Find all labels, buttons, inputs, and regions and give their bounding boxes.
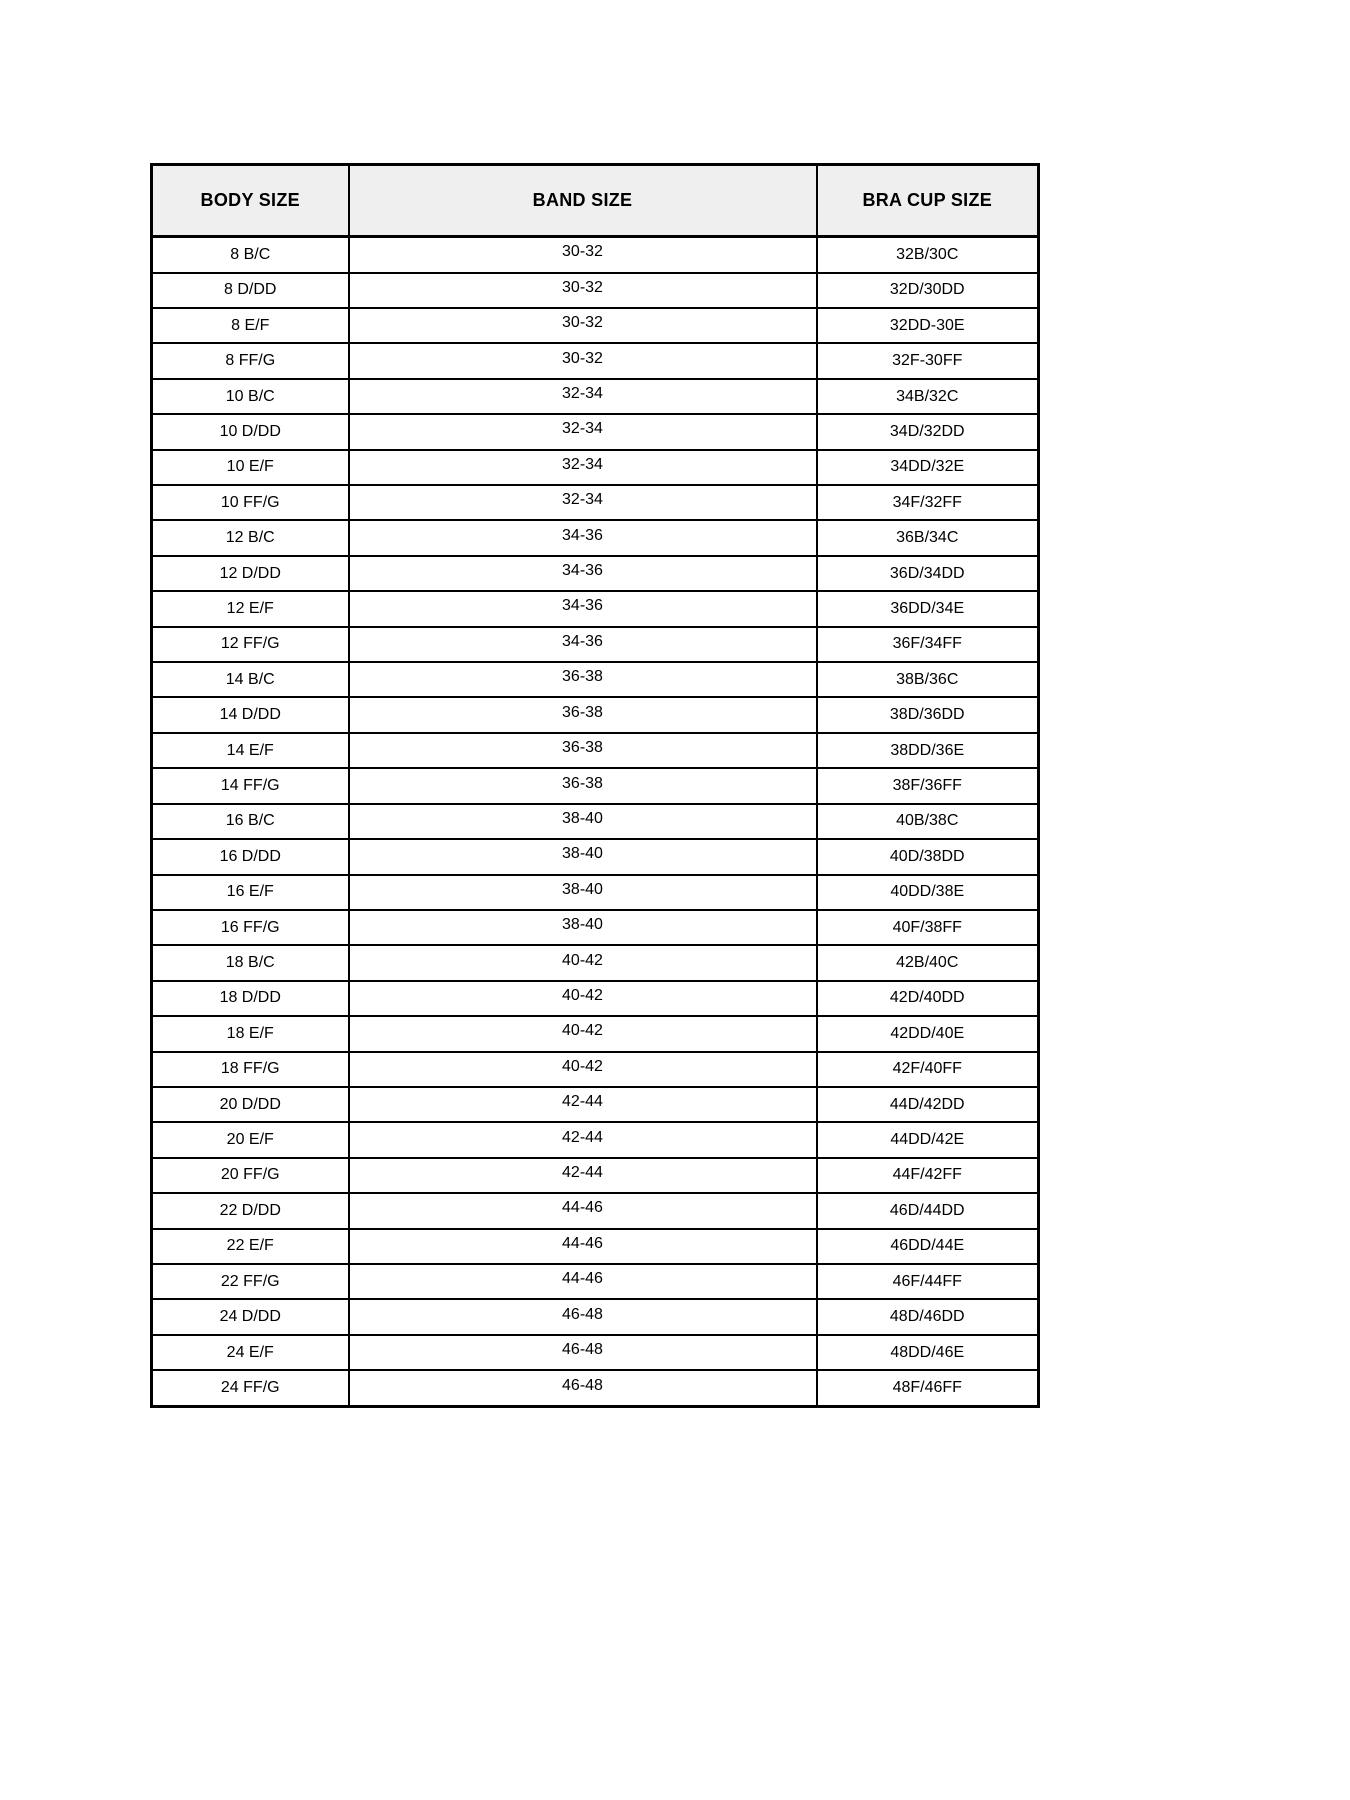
body-size-cell: 10 B/C bbox=[152, 379, 349, 414]
cup-size-cell: 46D/44DD bbox=[817, 1193, 1039, 1228]
cup-size-cell: 46F/44FF bbox=[817, 1264, 1039, 1299]
band-size-cell: 36-38 bbox=[349, 697, 817, 732]
header-body-size: BODY SIZE bbox=[152, 165, 349, 237]
band-size-cell: 40-42 bbox=[349, 1052, 817, 1087]
band-size-cell: 38-40 bbox=[349, 839, 817, 874]
body-size-cell: 16 E/F bbox=[152, 875, 349, 910]
body-size-cell: 22 FF/G bbox=[152, 1264, 349, 1299]
table-row bbox=[152, 804, 1039, 839]
body-size-cell: 12 D/DD bbox=[152, 556, 349, 591]
table-row bbox=[152, 414, 1039, 449]
table-header bbox=[152, 165, 1039, 237]
bra-size-table bbox=[150, 163, 1040, 1408]
body-size-cell: 10 D/DD bbox=[152, 414, 349, 449]
band-size-cell: 32-34 bbox=[349, 379, 817, 414]
body-size-cell: 22 D/DD bbox=[152, 1193, 349, 1228]
cup-size-cell: 36F/34FF bbox=[817, 627, 1039, 662]
body-size-cell: 24 E/F bbox=[152, 1335, 349, 1370]
body-size-cell: 10 E/F bbox=[152, 450, 349, 485]
table-row bbox=[152, 343, 1039, 378]
body-size-cell: 18 FF/G bbox=[152, 1052, 349, 1087]
cup-size-cell: 42DD/40E bbox=[817, 1016, 1039, 1051]
band-size-cell: 32-34 bbox=[349, 414, 817, 449]
table-row bbox=[152, 1299, 1039, 1334]
body-size-cell: 18 D/DD bbox=[152, 981, 349, 1016]
cup-size-cell: 44DD/42E bbox=[817, 1122, 1039, 1157]
table-row bbox=[152, 1335, 1039, 1370]
table-row bbox=[152, 1264, 1039, 1299]
cup-size-cell: 40F/38FF bbox=[817, 910, 1039, 945]
band-size-cell: 46-48 bbox=[349, 1370, 817, 1406]
band-size-cell: 34-36 bbox=[349, 591, 817, 626]
body-size-cell: 8 B/C bbox=[152, 237, 349, 273]
band-size-cell: 46-48 bbox=[349, 1299, 817, 1334]
body-size-cell: 8 FF/G bbox=[152, 343, 349, 378]
cup-size-cell: 48D/46DD bbox=[817, 1299, 1039, 1334]
body-size-cell: 20 D/DD bbox=[152, 1087, 349, 1122]
band-size-cell: 36-38 bbox=[349, 733, 817, 768]
band-size-cell: 38-40 bbox=[349, 875, 817, 910]
body-size-cell: 14 FF/G bbox=[152, 768, 349, 803]
band-size-cell: 40-42 bbox=[349, 945, 817, 980]
table-row bbox=[152, 556, 1039, 591]
cup-size-cell: 46DD/44E bbox=[817, 1229, 1039, 1264]
table-row bbox=[152, 981, 1039, 1016]
cup-size-cell: 48F/46FF bbox=[817, 1370, 1039, 1406]
cup-size-cell: 36D/34DD bbox=[817, 556, 1039, 591]
cup-size-cell: 38B/36C bbox=[817, 662, 1039, 697]
table-row bbox=[152, 591, 1039, 626]
body-size-cell: 18 B/C bbox=[152, 945, 349, 980]
band-size-cell: 42-44 bbox=[349, 1122, 817, 1157]
body-size-cell: 16 B/C bbox=[152, 804, 349, 839]
table-row bbox=[152, 520, 1039, 555]
cup-size-cell: 40B/38C bbox=[817, 804, 1039, 839]
cup-size-cell: 32DD-30E bbox=[817, 308, 1039, 343]
header-row bbox=[152, 165, 1039, 237]
table-row bbox=[152, 662, 1039, 697]
band-size-cell: 38-40 bbox=[349, 804, 817, 839]
cup-size-cell: 32B/30C bbox=[817, 237, 1039, 273]
table-row bbox=[152, 1016, 1039, 1051]
body-size-cell: 14 E/F bbox=[152, 733, 349, 768]
body-size-cell: 12 FF/G bbox=[152, 627, 349, 662]
band-size-cell: 30-32 bbox=[349, 237, 817, 273]
cup-size-cell: 34D/32DD bbox=[817, 414, 1039, 449]
band-size-cell: 44-46 bbox=[349, 1264, 817, 1299]
band-size-cell: 38-40 bbox=[349, 910, 817, 945]
band-size-cell: 40-42 bbox=[349, 981, 817, 1016]
band-size-cell: 40-42 bbox=[349, 1016, 817, 1051]
table-row bbox=[152, 945, 1039, 980]
body-size-cell: 16 D/DD bbox=[152, 839, 349, 874]
body-size-cell: 10 FF/G bbox=[152, 485, 349, 520]
table-row bbox=[152, 1052, 1039, 1087]
body-size-cell: 14 D/DD bbox=[152, 697, 349, 732]
body-size-cell: 18 E/F bbox=[152, 1016, 349, 1051]
cup-size-cell: 36DD/34E bbox=[817, 591, 1039, 626]
table-row bbox=[152, 1370, 1039, 1406]
cup-size-cell: 44F/42FF bbox=[817, 1158, 1039, 1193]
table-row bbox=[152, 308, 1039, 343]
body-size-cell: 14 B/C bbox=[152, 662, 349, 697]
table-row bbox=[152, 1087, 1039, 1122]
band-size-cell: 44-46 bbox=[349, 1229, 817, 1264]
band-size-cell: 42-44 bbox=[349, 1087, 817, 1122]
cup-size-cell: 32D/30DD bbox=[817, 273, 1039, 308]
cup-size-cell: 36B/34C bbox=[817, 520, 1039, 555]
cup-size-cell: 48DD/46E bbox=[817, 1335, 1039, 1370]
cup-size-cell: 34DD/32E bbox=[817, 450, 1039, 485]
table-row bbox=[152, 379, 1039, 414]
body-size-cell: 22 E/F bbox=[152, 1229, 349, 1264]
table-row bbox=[152, 733, 1039, 768]
band-size-cell: 42-44 bbox=[349, 1158, 817, 1193]
table-row bbox=[152, 1229, 1039, 1264]
cup-size-cell: 38D/36DD bbox=[817, 697, 1039, 732]
band-size-cell: 30-32 bbox=[349, 343, 817, 378]
table-row bbox=[152, 1193, 1039, 1228]
band-size-cell: 34-36 bbox=[349, 627, 817, 662]
table-row bbox=[152, 875, 1039, 910]
body-size-cell: 12 E/F bbox=[152, 591, 349, 626]
cup-size-cell: 38DD/36E bbox=[817, 733, 1039, 768]
table-row bbox=[152, 910, 1039, 945]
band-size-cell: 36-38 bbox=[349, 662, 817, 697]
cup-size-cell: 34B/32C bbox=[817, 379, 1039, 414]
band-size-cell: 32-34 bbox=[349, 485, 817, 520]
body-size-cell: 24 D/DD bbox=[152, 1299, 349, 1334]
cup-size-cell: 34F/32FF bbox=[817, 485, 1039, 520]
cup-size-cell: 44D/42DD bbox=[817, 1087, 1039, 1122]
cup-size-cell: 42D/40DD bbox=[817, 981, 1039, 1016]
body-size-cell: 20 E/F bbox=[152, 1122, 349, 1157]
band-size-cell: 36-38 bbox=[349, 768, 817, 803]
table-row bbox=[152, 485, 1039, 520]
cup-size-cell: 42F/40FF bbox=[817, 1052, 1039, 1087]
cup-size-cell: 40DD/38E bbox=[817, 875, 1039, 910]
header-band-size: BAND SIZE bbox=[349, 165, 817, 237]
table-row bbox=[152, 768, 1039, 803]
cup-size-cell: 32F-30FF bbox=[817, 343, 1039, 378]
table-row bbox=[152, 273, 1039, 308]
body-size-cell: 12 B/C bbox=[152, 520, 349, 555]
cup-size-cell: 38F/36FF bbox=[817, 768, 1039, 803]
cup-size-cell: 40D/38DD bbox=[817, 839, 1039, 874]
table-row bbox=[152, 697, 1039, 732]
table-row bbox=[152, 450, 1039, 485]
table-row bbox=[152, 627, 1039, 662]
cup-size-cell: 42B/40C bbox=[817, 945, 1039, 980]
band-size-cell: 30-32 bbox=[349, 308, 817, 343]
band-size-cell: 46-48 bbox=[349, 1335, 817, 1370]
body-size-cell: 20 FF/G bbox=[152, 1158, 349, 1193]
table-row bbox=[152, 1158, 1039, 1193]
band-size-cell: 44-46 bbox=[349, 1193, 817, 1228]
band-size-cell: 32-34 bbox=[349, 450, 817, 485]
table-row bbox=[152, 1122, 1039, 1157]
table-body bbox=[152, 237, 1039, 1407]
body-size-cell: 8 E/F bbox=[152, 308, 349, 343]
band-size-cell: 30-32 bbox=[349, 273, 817, 308]
header-bra-cup-size: BRA CUP SIZE bbox=[817, 165, 1039, 237]
body-size-cell: 8 D/DD bbox=[152, 273, 349, 308]
table-row bbox=[152, 839, 1039, 874]
table-row bbox=[152, 237, 1039, 273]
band-size-cell: 34-36 bbox=[349, 556, 817, 591]
band-size-cell: 34-36 bbox=[349, 520, 817, 555]
body-size-cell: 24 FF/G bbox=[152, 1370, 349, 1406]
body-size-cell: 16 FF/G bbox=[152, 910, 349, 945]
